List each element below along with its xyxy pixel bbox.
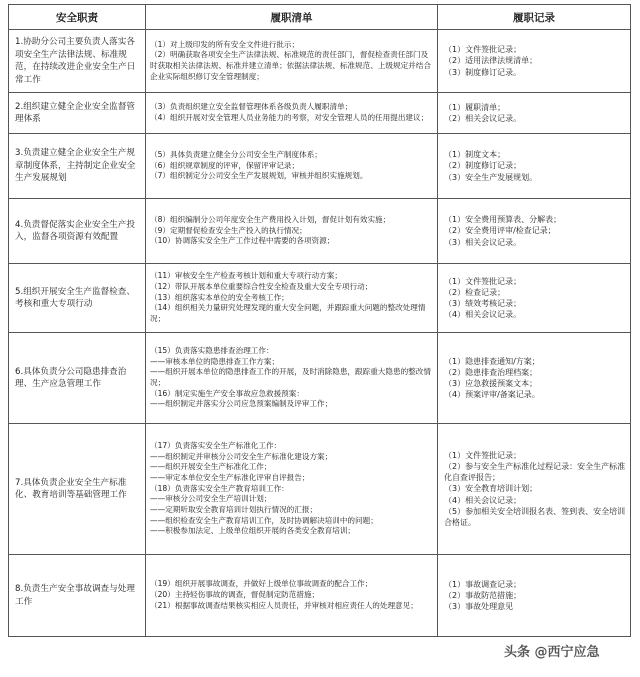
list-item: ——组织制定并审核分公司安全生产标准化建设方案； — [150, 451, 333, 461]
records-cell — [438, 93, 631, 134]
list-item: ——组织制定并落实分公司应急预案编制及评审工作； — [150, 399, 333, 409]
record-item: （2）制度修订记录； — [444, 161, 522, 171]
list-cell — [146, 30, 438, 93]
header-records: 履职记录 — [438, 5, 631, 30]
list-item: （18）负责落实安全生产教育培训工作： — [150, 483, 289, 493]
table-row — [9, 555, 631, 637]
record-item: （3）事故处理意见 — [444, 602, 514, 612]
record-item: （2）检查记录； — [444, 287, 506, 297]
list-item: （21）根据事故调查结果核实相应人员责任，并审核对相应责任人的处理意见； — [150, 600, 418, 610]
table-row — [9, 30, 631, 93]
list-item: （17）负责落实安全生产标准化工作： — [150, 440, 282, 450]
record-item: （4）预案评审/备案记录。 — [444, 390, 540, 400]
list-item: （3）负责组织建立安全监督管理体系各级负责人履职清单； — [150, 102, 353, 112]
list-item: ——组织开展本单位的隐患排查工作的开展，及时消除隐患，跟踪重大隐患的整改情况； — [150, 367, 431, 387]
list-item: （19）组织开展事故调查，并做好上级单位事故调查的配合工作； — [150, 579, 373, 589]
list-item: ——审核本单位的隐患排查工作方案； — [150, 356, 280, 366]
records-cell — [438, 199, 631, 264]
record-item: （3）应急救援预案文本； — [444, 379, 538, 388]
list-item: （9）定期督促检查安全生产投入的执行情况； — [150, 225, 307, 235]
records-cell — [438, 264, 631, 333]
records-cell — [438, 30, 631, 93]
list-item: （13）组织落实本单位的安全考核工作； — [150, 292, 289, 302]
list-item: （20）主持轻伤事故的调查，督促制定防范措施； — [150, 590, 320, 600]
record-item: （1）文件签批记录； — [444, 450, 522, 460]
record-item: （2）隐患排查治理档案； — [444, 367, 538, 377]
record-item: （3）安全生产发展规划。 — [444, 172, 538, 182]
record-item: （1）文件签批记录； — [444, 276, 522, 286]
list-cell — [146, 555, 438, 637]
list-cell — [146, 134, 438, 199]
table-row — [9, 93, 631, 134]
record-item: （1）事故调查记录； — [444, 579, 522, 589]
list-cell — [146, 424, 438, 555]
list-item: ——组织开展安全生产标准化工作； — [150, 462, 272, 472]
record-item: （2）安全费用评审/检查记录； — [444, 226, 556, 236]
list-cell — [146, 93, 438, 134]
record-item: （3）绩效考核记录； — [444, 299, 522, 308]
list-item: （15）负责落实隐患排查治理工作： — [150, 345, 274, 355]
record-item: （4）相关会议记录。 — [444, 310, 522, 320]
records-cell — [438, 424, 631, 555]
list-item: （5）具体负责建立健全分公司安全生产制度体系； — [150, 149, 322, 159]
list-item: ——审核分公司安全生产培训计划； — [150, 494, 272, 504]
records-cell — [438, 555, 631, 637]
records-cell — [438, 333, 631, 424]
list-item: （2）明确获取各项安全生产法律法规、标准规范的责任部门，督促检查责任部门及时获取相关法律法规、标准并建立清单；依据法律法规、标准规范、上级规定并结合企业实际组织修订安全管理制度； — [150, 50, 431, 81]
record-item: （3）制度修订记录。 — [444, 67, 522, 77]
duty-cell: 2.组织建立健全企业安全监督管理体系 — [9, 93, 146, 134]
list-item: （1）对上级印发的所有安全文件进行批示； — [150, 39, 300, 49]
header-list: 履职清单 — [146, 5, 438, 30]
list-item: （11）审核安全生产检查考核计划和重大专项行动方案； — [150, 271, 342, 281]
list-item: ——组织检查安全生产教育培训工作，及时协调解决培训中的问题； — [150, 515, 378, 525]
record-item: （3）安全教育培训计划； — [444, 484, 538, 494]
record-item: （1）履职清单； — [444, 102, 506, 112]
record-item: （2）相关会议记录。 — [444, 114, 522, 123]
list-item: （12）带队开展本单位重要综合性安全检查及重大安全专项行动； — [150, 281, 373, 291]
header-duty: 安全职责 — [9, 5, 146, 30]
record-item: （5）参加相关安全培训报名表、签到表、安全培训合格证。 — [444, 506, 626, 527]
watermark: 头条 @西宁应急 — [500, 640, 604, 661]
record-item: （2）适用法律法规清单； — [444, 56, 538, 66]
duty-cell: 5.组织开展安全生产监督检查、考核和重大专项行动 — [9, 264, 146, 333]
list-cell — [146, 264, 438, 333]
duty-cell: 7.具体负责企业安全生产标准化、教育培训等基础管理工作 — [9, 424, 146, 555]
list-cell — [146, 333, 438, 424]
duty-cell: 6.具体负责分公司隐患排查治理、生产应急管理工作 — [9, 333, 146, 424]
table-row — [9, 264, 631, 333]
table-row — [9, 134, 631, 199]
duty-cell: 8.负责生产安全事故调查与处理工作 — [9, 555, 146, 637]
list-item: （4）组织开展对安全管理人员业务能力的考察，对安全管理人员的任用提出建议； — [150, 113, 429, 122]
list-item: （14）组织相关力量研究处理发现的重大安全问题，并跟踪重大问题的整改处理情况； — [150, 303, 426, 324]
duty-cell: 4.负责督促落实企业安全生产投入，监督各项资源有效配置 — [9, 199, 146, 264]
record-item: （2）参与安全生产标准化过程记录：安全生产标准化自查评报告； — [444, 461, 626, 483]
table-row — [9, 333, 631, 424]
record-item: （1）文件签批记录； — [444, 45, 522, 55]
list-cell — [146, 199, 438, 264]
table-row — [9, 199, 631, 264]
list-item: （7）组织制定分公司安全生产发展规划，审核并组织实施规划。 — [150, 171, 368, 181]
list-item: ——定期听取安全教育培训计划执行情况的汇报； — [150, 505, 318, 515]
list-item: （10）协调落实安全生产工作过程中需要的各项资源； — [150, 236, 335, 246]
record-item: （1）安全费用预算表、分解表； — [444, 215, 562, 225]
list-item: （8）组织编制分公司年度安全生产费用投入计划，督促计划有效实施； — [150, 214, 391, 224]
header-row — [9, 5, 631, 30]
duty-cell: 1.协助分公司主要负责人落实各项安全生产法律法规、标准规范，在持续改进企业安全生产日常工作 — [9, 30, 146, 93]
record-item: （2）事故防范措施； — [444, 590, 522, 600]
records-cell — [438, 134, 631, 199]
record-item: （1）制度文本； — [444, 150, 506, 160]
duty-table — [8, 4, 631, 637]
table-row — [9, 424, 631, 555]
list-item: （6）组织规章制度的评审，保留评审记录； — [150, 160, 300, 170]
record-item: （4）相关会议记录； — [444, 495, 522, 505]
record-item: （1）隐患排查通知/方案； — [444, 356, 540, 366]
list-item: ——积极参加法定、上级单位组织开展的各类安全教育培训； — [150, 526, 356, 536]
list-item: （16）制定实施生产安全事故应急救援预案： — [150, 388, 304, 398]
duty-cell: 3.负责建立健全企业安全生产规章制度体系，主持制定企业安全生产发展规划 — [9, 134, 146, 199]
record-item: （3）相关会议记录。 — [444, 237, 522, 247]
list-item: ——审定本单位安全生产标准化评审自评报告； — [150, 472, 310, 482]
